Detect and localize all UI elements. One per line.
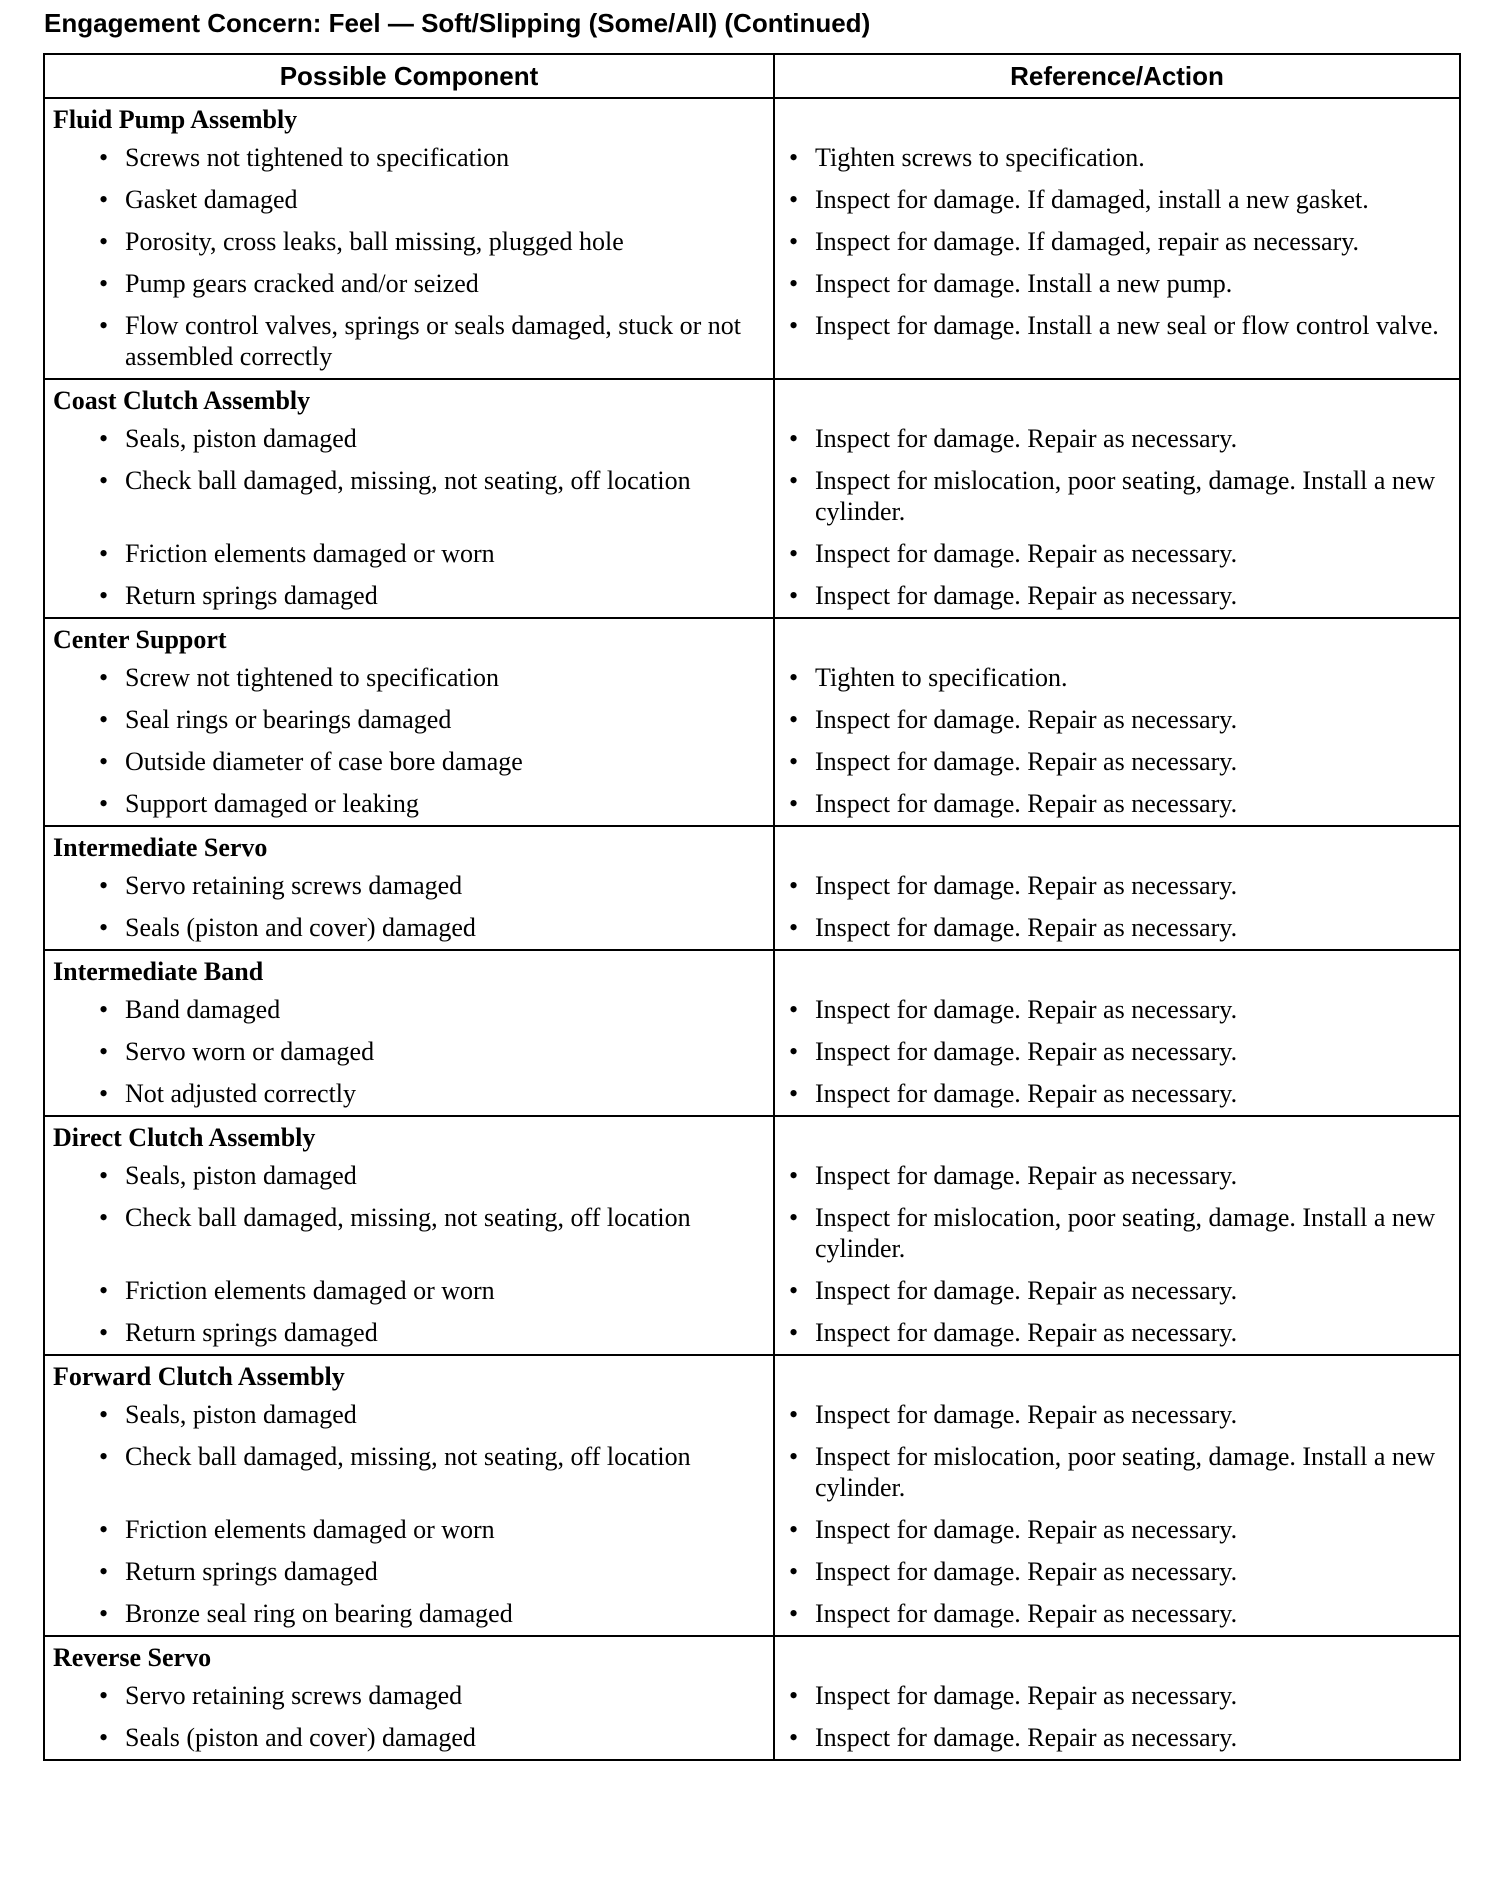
group-name: Coast Clutch Assembly (53, 386, 311, 415)
table-row (44, 1436, 1460, 1509)
action-text: Inspect for mislocation, poor seating, damage. Install a new cylinder. (815, 1442, 1436, 1502)
component-text: Servo retaining screws damaged (125, 1681, 463, 1710)
component-item (45, 1717, 773, 1759)
group-header-cell (44, 826, 774, 865)
action-item (775, 907, 1459, 949)
group-header-row (44, 1116, 1460, 1155)
component-text: Flow control valves, springs or seals damaged, stuck or not assembled correctly (125, 311, 741, 371)
group-header-cell (44, 1116, 774, 1155)
action-item (775, 418, 1459, 460)
bullet-icon: • (789, 747, 799, 776)
action-cell (774, 1073, 1460, 1116)
table-body (44, 98, 1460, 1760)
component-item (45, 137, 773, 179)
action-text: Inspect for damage. Repair as necessary. (815, 995, 1238, 1024)
action-cell (774, 1551, 1460, 1593)
bullet-icon: • (99, 871, 109, 900)
bullet-icon: • (99, 1318, 109, 1347)
action-text: Tighten to specification. (815, 663, 1068, 692)
bullet-icon: • (99, 1515, 109, 1544)
bullet-icon: • (99, 1400, 109, 1429)
group-header-row (44, 98, 1460, 137)
table-row (44, 657, 1460, 699)
component-item (45, 1031, 773, 1073)
bullet-icon: • (789, 1079, 799, 1108)
component-text: Seals, piston damaged (125, 424, 357, 453)
group-header-row (44, 1355, 1460, 1394)
bullet-icon: • (99, 1557, 109, 1586)
component-item (45, 305, 773, 378)
action-item (775, 179, 1459, 221)
component-cell (44, 1031, 774, 1073)
component-cell (44, 657, 774, 699)
component-text: Pump gears cracked and/or seized (125, 269, 479, 298)
action-item (775, 137, 1459, 179)
component-cell (44, 1197, 774, 1270)
table-row (44, 907, 1460, 950)
action-cell (774, 907, 1460, 950)
action-item (775, 1675, 1459, 1717)
component-cell (44, 305, 774, 379)
action-text: Inspect for damage. Repair as necessary. (815, 424, 1238, 453)
action-text: Inspect for damage. Repair as necessary. (815, 539, 1238, 568)
component-cell (44, 1312, 774, 1355)
action-text: Tighten screws to specification. (815, 143, 1145, 172)
action-item (775, 533, 1459, 575)
action-text: Inspect for damage. Repair as necessary. (815, 789, 1238, 818)
table-row (44, 1593, 1460, 1636)
bullet-icon: • (789, 269, 799, 298)
action-text: Inspect for damage. Repair as necessary. (815, 1276, 1238, 1305)
table-row (44, 1717, 1460, 1760)
action-text: Inspect for damage. Repair as necessary. (815, 1515, 1238, 1544)
action-text: Inspect for damage. Install a new seal or flow control valve. (815, 311, 1439, 340)
component-cell (44, 1270, 774, 1312)
bullet-icon: • (99, 539, 109, 568)
bullet-icon: • (789, 581, 799, 610)
action-item (775, 1270, 1459, 1312)
table-row (44, 1312, 1460, 1355)
bullet-icon: • (99, 789, 109, 818)
component-cell (44, 1436, 774, 1509)
action-item (775, 1312, 1459, 1354)
action-text: Inspect for damage. Repair as necessary. (815, 1400, 1238, 1429)
action-item (775, 865, 1459, 907)
table-row (44, 1197, 1460, 1270)
component-text: Friction elements damaged or worn (125, 539, 495, 568)
table-row (44, 1073, 1460, 1116)
action-cell (774, 1509, 1460, 1551)
bullet-icon: • (789, 1203, 799, 1232)
group-header-cell (44, 950, 774, 989)
group-name: Forward Clutch Assembly (53, 1362, 345, 1391)
component-text: Seals (piston and cover) damaged (125, 913, 476, 942)
component-item (45, 460, 773, 502)
component-text: Return springs damaged (125, 1557, 378, 1586)
group-header-cell (44, 98, 774, 137)
action-cell (774, 460, 1460, 533)
component-text: Return springs damaged (125, 581, 378, 610)
action-cell (774, 657, 1460, 699)
bullet-icon: • (99, 311, 109, 340)
table-row (44, 699, 1460, 741)
component-text: Seals (piston and cover) damaged (125, 1723, 476, 1752)
component-item (45, 741, 773, 783)
action-item (775, 699, 1459, 741)
component-cell (44, 263, 774, 305)
action-text: Inspect for damage. Repair as necessary. (815, 1557, 1238, 1586)
bullet-icon: • (99, 913, 109, 942)
component-cell (44, 1675, 774, 1717)
group-header-cell (44, 1636, 774, 1675)
page-title: Engagement Concern: Feel — Soft/Slipping (Some/All) (Continued) (44, 8, 871, 38)
component-cell (44, 221, 774, 263)
action-text: Inspect for damage. Repair as necessary. (815, 705, 1238, 734)
component-cell (44, 1593, 774, 1636)
bullet-icon: • (789, 185, 799, 214)
component-item (45, 533, 773, 575)
group-header-empty-cell (774, 826, 1460, 865)
component-cell (44, 575, 774, 618)
bullet-icon: • (789, 143, 799, 172)
column-header-component: Possible Component (44, 54, 774, 98)
component-text: Servo worn or damaged (125, 1037, 375, 1066)
component-text: Servo retaining screws damaged (125, 871, 463, 900)
table-row (44, 989, 1460, 1031)
bullet-icon: • (789, 871, 799, 900)
component-item (45, 907, 773, 949)
component-text: Bronze seal ring on bearing damaged (125, 1599, 513, 1628)
action-text: Inspect for mislocation, poor seating, damage. Install a new cylinder. (815, 466, 1436, 526)
bullet-icon: • (99, 185, 109, 214)
action-text: Inspect for damage. Repair as necessary. (815, 1079, 1238, 1108)
action-cell (774, 1436, 1460, 1509)
action-cell (774, 1593, 1460, 1636)
component-item (45, 1675, 773, 1717)
table-row (44, 1675, 1460, 1717)
group-name: Center Support (53, 625, 227, 654)
action-cell (774, 1675, 1460, 1717)
action-item (775, 1593, 1459, 1635)
component-item (45, 1270, 773, 1312)
action-item (775, 1073, 1459, 1115)
bullet-icon: • (99, 1037, 109, 1066)
bullet-icon: • (99, 1723, 109, 1752)
bullet-icon: • (99, 747, 109, 776)
component-item (45, 221, 773, 263)
group-name: Direct Clutch Assembly (53, 1123, 316, 1152)
group-header-row (44, 618, 1460, 657)
bullet-icon: • (789, 539, 799, 568)
component-item (45, 575, 773, 617)
action-item (775, 1197, 1459, 1270)
table-header-row (44, 54, 1460, 98)
action-cell (774, 783, 1460, 826)
action-cell (774, 1312, 1460, 1355)
component-item (45, 1436, 773, 1478)
bullet-icon: • (99, 1276, 109, 1305)
group-header-empty-cell (774, 1636, 1460, 1675)
component-text: Gasket damaged (125, 185, 298, 214)
bullet-icon: • (789, 1723, 799, 1752)
action-cell (774, 533, 1460, 575)
group-header-row (44, 826, 1460, 865)
table-row (44, 865, 1460, 907)
action-text: Inspect for damage. Repair as necessary. (815, 1037, 1238, 1066)
component-text: Friction elements damaged or worn (125, 1515, 495, 1544)
bullet-icon: • (99, 143, 109, 172)
group-header-empty-cell (774, 1116, 1460, 1155)
action-cell (774, 221, 1460, 263)
component-cell (44, 533, 774, 575)
component-text: Screws not tightened to specification (125, 143, 510, 172)
bullet-icon: • (789, 1318, 799, 1347)
bullet-icon: • (789, 1442, 799, 1471)
component-cell (44, 1155, 774, 1197)
component-text: Not adjusted correctly (125, 1079, 357, 1108)
component-text: Porosity, cross leaks, ball missing, plugged hole (125, 227, 624, 256)
table-row (44, 1509, 1460, 1551)
component-text: Check ball damaged, missing, not seating, off location (125, 466, 691, 495)
action-item (775, 221, 1459, 263)
action-text: Inspect for damage. Repair as necessary. (815, 1723, 1238, 1752)
action-cell (774, 1031, 1460, 1073)
component-item (45, 418, 773, 460)
component-item (45, 1197, 773, 1239)
bullet-icon: • (99, 1681, 109, 1710)
bullet-icon: • (99, 1599, 109, 1628)
component-cell (44, 1073, 774, 1116)
bullet-icon: • (789, 1557, 799, 1586)
bullet-icon: • (99, 995, 109, 1024)
component-cell (44, 783, 774, 826)
action-text: Inspect for damage. Install a new pump. (815, 269, 1233, 298)
component-item (45, 1593, 773, 1635)
table-row (44, 533, 1460, 575)
bullet-icon: • (789, 1681, 799, 1710)
bullet-icon: • (789, 1037, 799, 1066)
action-cell (774, 699, 1460, 741)
action-cell (774, 1270, 1460, 1312)
table-row (44, 1270, 1460, 1312)
bullet-icon: • (99, 581, 109, 610)
action-text: Inspect for damage. Repair as necessary. (815, 1599, 1238, 1628)
bullet-icon: • (99, 1079, 109, 1108)
action-item (775, 305, 1459, 347)
bullet-icon: • (99, 466, 109, 495)
component-cell (44, 418, 774, 460)
action-item (775, 1717, 1459, 1759)
component-item (45, 657, 773, 699)
group-name: Reverse Servo (53, 1643, 212, 1672)
component-cell (44, 741, 774, 783)
table-row (44, 1031, 1460, 1073)
action-item (775, 1155, 1459, 1197)
bullet-icon: • (789, 995, 799, 1024)
bullet-icon: • (789, 1515, 799, 1544)
table-row (44, 741, 1460, 783)
action-item (775, 575, 1459, 617)
bullet-icon: • (789, 1400, 799, 1429)
component-text: Seals, piston damaged (125, 1400, 357, 1429)
table-row (44, 221, 1460, 263)
bullet-icon: • (789, 466, 799, 495)
table-row (44, 1155, 1460, 1197)
bullet-icon: • (99, 269, 109, 298)
bullet-icon: • (99, 1442, 109, 1471)
action-cell (774, 865, 1460, 907)
action-item (775, 783, 1459, 825)
component-cell (44, 1717, 774, 1760)
group-header-row (44, 950, 1460, 989)
action-text: Inspect for damage. Repair as necessary. (815, 747, 1238, 776)
action-cell (774, 137, 1460, 179)
component-cell (44, 1394, 774, 1436)
bullet-icon: • (789, 705, 799, 734)
group-header-empty-cell (774, 379, 1460, 418)
bullet-icon: • (99, 1203, 109, 1232)
table-row (44, 263, 1460, 305)
component-cell (44, 137, 774, 179)
group-name: Fluid Pump Assembly (53, 105, 298, 134)
action-cell (774, 418, 1460, 460)
component-text: Band damaged (125, 995, 281, 1024)
component-item (45, 1394, 773, 1436)
group-header-empty-cell (774, 618, 1460, 657)
bullet-icon: • (789, 424, 799, 453)
component-cell (44, 179, 774, 221)
table-row (44, 783, 1460, 826)
action-text: Inspect for damage. If damaged, install a new gasket. (815, 185, 1369, 214)
component-cell (44, 460, 774, 533)
group-header-empty-cell (774, 1355, 1460, 1394)
action-item (775, 1394, 1459, 1436)
table-row (44, 418, 1460, 460)
component-item (45, 865, 773, 907)
table-row (44, 1394, 1460, 1436)
bullet-icon: • (789, 663, 799, 692)
bullet-icon: • (789, 789, 799, 818)
component-item (45, 1551, 773, 1593)
component-cell (44, 989, 774, 1031)
action-text: Inspect for damage. Repair as necessary. (815, 1681, 1238, 1710)
group-header-empty-cell (774, 98, 1460, 137)
component-item (45, 699, 773, 741)
action-cell (774, 305, 1460, 379)
action-cell (774, 741, 1460, 783)
bullet-icon: • (789, 311, 799, 340)
bullet-icon: • (99, 705, 109, 734)
component-text: Check ball damaged, missing, not seating, off location (125, 1442, 691, 1471)
action-cell (774, 575, 1460, 618)
table-row (44, 1551, 1460, 1593)
component-text: Friction elements damaged or worn (125, 1276, 495, 1305)
bullet-icon: • (99, 227, 109, 256)
action-item (775, 263, 1459, 305)
action-cell (774, 989, 1460, 1031)
action-item (775, 989, 1459, 1031)
component-item (45, 1509, 773, 1551)
component-text: Seals, piston damaged (125, 1161, 357, 1190)
action-item (775, 1509, 1459, 1551)
component-item (45, 989, 773, 1031)
action-item (775, 1031, 1459, 1073)
group-name: Intermediate Servo (53, 833, 268, 862)
action-cell (774, 179, 1460, 221)
action-cell (774, 263, 1460, 305)
group-name: Intermediate Band (53, 957, 264, 986)
bullet-icon: • (99, 424, 109, 453)
action-item (775, 460, 1459, 533)
component-text: Seal rings or bearings damaged (125, 705, 452, 734)
action-item (775, 1436, 1459, 1509)
component-text: Check ball damaged, missing, not seating, off location (125, 1203, 691, 1232)
action-text: Inspect for damage. Repair as necessary. (815, 913, 1238, 942)
bullet-icon: • (789, 913, 799, 942)
action-text: Inspect for damage. Repair as necessary. (815, 1318, 1238, 1347)
group-header-row (44, 1636, 1460, 1675)
action-cell (774, 1717, 1460, 1760)
action-text: Inspect for damage. Repair as necessary. (815, 581, 1238, 610)
group-header-empty-cell (774, 950, 1460, 989)
action-text: Inspect for damage. Repair as necessary. (815, 1161, 1238, 1190)
component-text: Outside diameter of case bore damage (125, 747, 523, 776)
component-cell (44, 699, 774, 741)
bullet-icon: • (789, 1161, 799, 1190)
component-cell (44, 1509, 774, 1551)
action-text: Inspect for mislocation, poor seating, damage. Install a new cylinder. (815, 1203, 1436, 1263)
action-cell (774, 1197, 1460, 1270)
group-header-cell (44, 618, 774, 657)
bullet-icon: • (789, 1599, 799, 1628)
table-row (44, 305, 1460, 379)
component-item (45, 1155, 773, 1197)
table-row (44, 575, 1460, 618)
action-cell (774, 1155, 1460, 1197)
bullet-icon: • (789, 1276, 799, 1305)
action-text: Inspect for damage. If damaged, repair as necessary. (815, 227, 1360, 256)
diagnosis-table (43, 53, 1461, 1761)
component-item (45, 179, 773, 221)
bullet-icon: • (789, 227, 799, 256)
component-cell (44, 1551, 774, 1593)
action-text: Inspect for damage. Repair as necessary. (815, 871, 1238, 900)
table-row (44, 460, 1460, 533)
action-cell (774, 1394, 1460, 1436)
component-text: Screw not tightened to specification (125, 663, 500, 692)
bullet-icon: • (99, 663, 109, 692)
action-item (775, 657, 1459, 699)
bullet-icon: • (99, 1161, 109, 1190)
group-header-row (44, 379, 1460, 418)
component-item (45, 783, 773, 825)
column-header-action: Reference/Action (774, 54, 1460, 98)
component-cell (44, 907, 774, 950)
table-row (44, 137, 1460, 179)
component-text: Return springs damaged (125, 1318, 378, 1347)
component-item (45, 263, 773, 305)
component-item (45, 1312, 773, 1354)
action-item (775, 1551, 1459, 1593)
action-item (775, 741, 1459, 783)
component-cell (44, 865, 774, 907)
group-header-cell (44, 1355, 774, 1394)
table-row (44, 179, 1460, 221)
component-text: Support damaged or leaking (125, 789, 419, 818)
component-item (45, 1073, 773, 1115)
group-header-cell (44, 379, 774, 418)
